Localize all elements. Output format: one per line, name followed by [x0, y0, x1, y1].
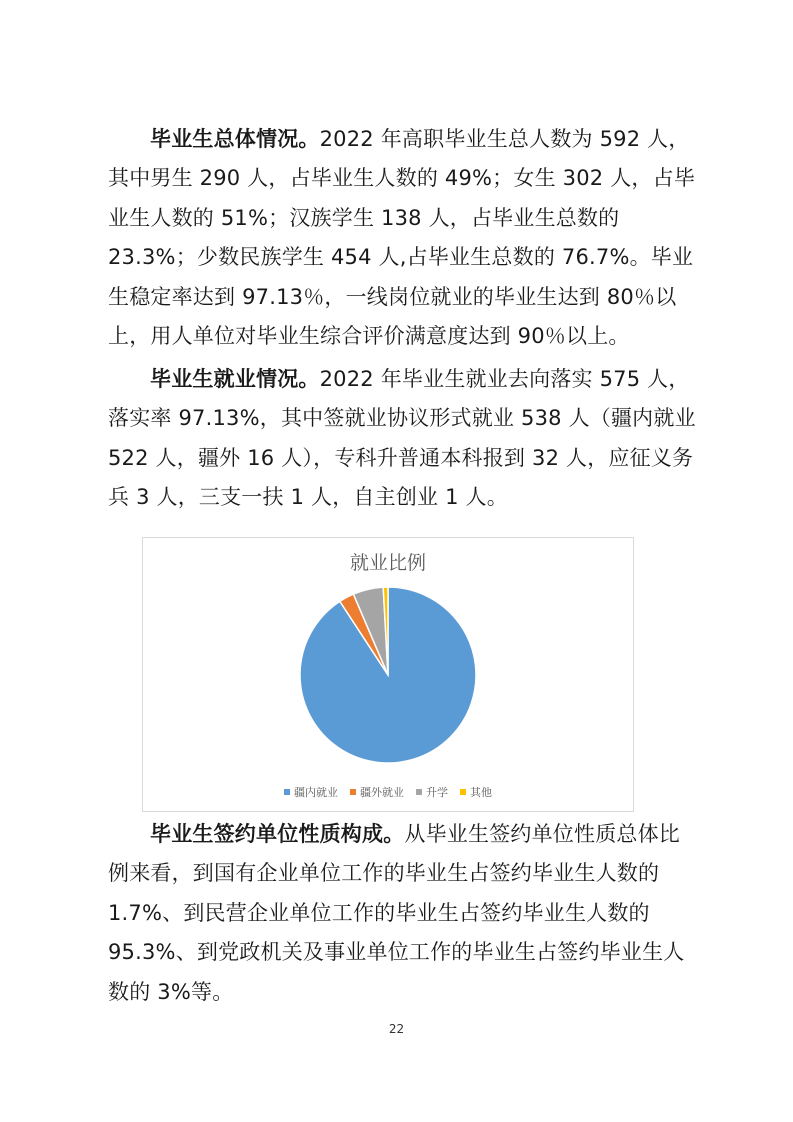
page-number: 22	[388, 1022, 405, 1036]
legend-label-3: 升学	[426, 786, 448, 799]
employment-pie-chart	[142, 537, 634, 812]
heading-employer-type: 毕业生签约单位性质构成。	[150, 822, 405, 846]
legend-item-4	[460, 784, 492, 800]
paragraph-overall	[108, 120, 698, 356]
body-employment: 2022 年毕业生就业去向落实 575 人，落实率 97.13%，其中签就业协议形式就业 538 人（疆内就业 522 人，疆外 16 人），专科升普通本科报到 32 人，应征义务兵 3 人，三支一扶 1 人，自主创业 1 人。	[108, 367, 696, 510]
legend-label-2: 疆外就业	[360, 786, 404, 799]
legend-swatch-2	[350, 789, 356, 795]
heading-employment: 毕业生就业情况。	[150, 367, 320, 391]
legend-swatch-4	[460, 789, 466, 795]
paragraph-employment	[108, 360, 698, 518]
legend-label-1: 疆内就业	[294, 786, 338, 799]
body-overall: 2022 年高职毕业生总人数为 592 人，其中男生 290 人，占毕业生人数的 49%；女生 302 人，占毕业生人数的 51%；汉族学生 138 人，占毕业生总数的 23.3%；少数民族学生 454 人,占毕业生总数的 76.7%。毕业生稳定率达到 97.13％，一线岗位就业的毕业生达到 80％以上，用人单位对毕业生综合评价满意度达到 90％以上。	[108, 127, 696, 349]
legend-item-3	[416, 784, 448, 800]
pie-svg	[143, 538, 633, 811]
chart-title: 就业比例	[349, 552, 426, 574]
body-employer-type: 从毕业生签约单位性质总体比例来看，到国有企业单位工作的毕业生占签约毕业生人数的 1.7%、到民营企业单位工作的毕业生占签约毕业生人数的 95.3%、到党政机关及事业单位工作的毕业生占签约毕业生人数的 3%等。	[108, 822, 685, 1004]
legend-item-1	[284, 784, 338, 800]
legend-swatch-3	[416, 789, 422, 795]
legend-swatch-1	[284, 789, 290, 795]
heading-overall: 毕业生总体情况。	[150, 127, 320, 151]
legend-item-2	[350, 784, 404, 800]
paragraph-employer-type	[108, 815, 698, 1012]
chart-legend	[143, 784, 633, 800]
legend-label-4: 其他	[470, 786, 492, 799]
